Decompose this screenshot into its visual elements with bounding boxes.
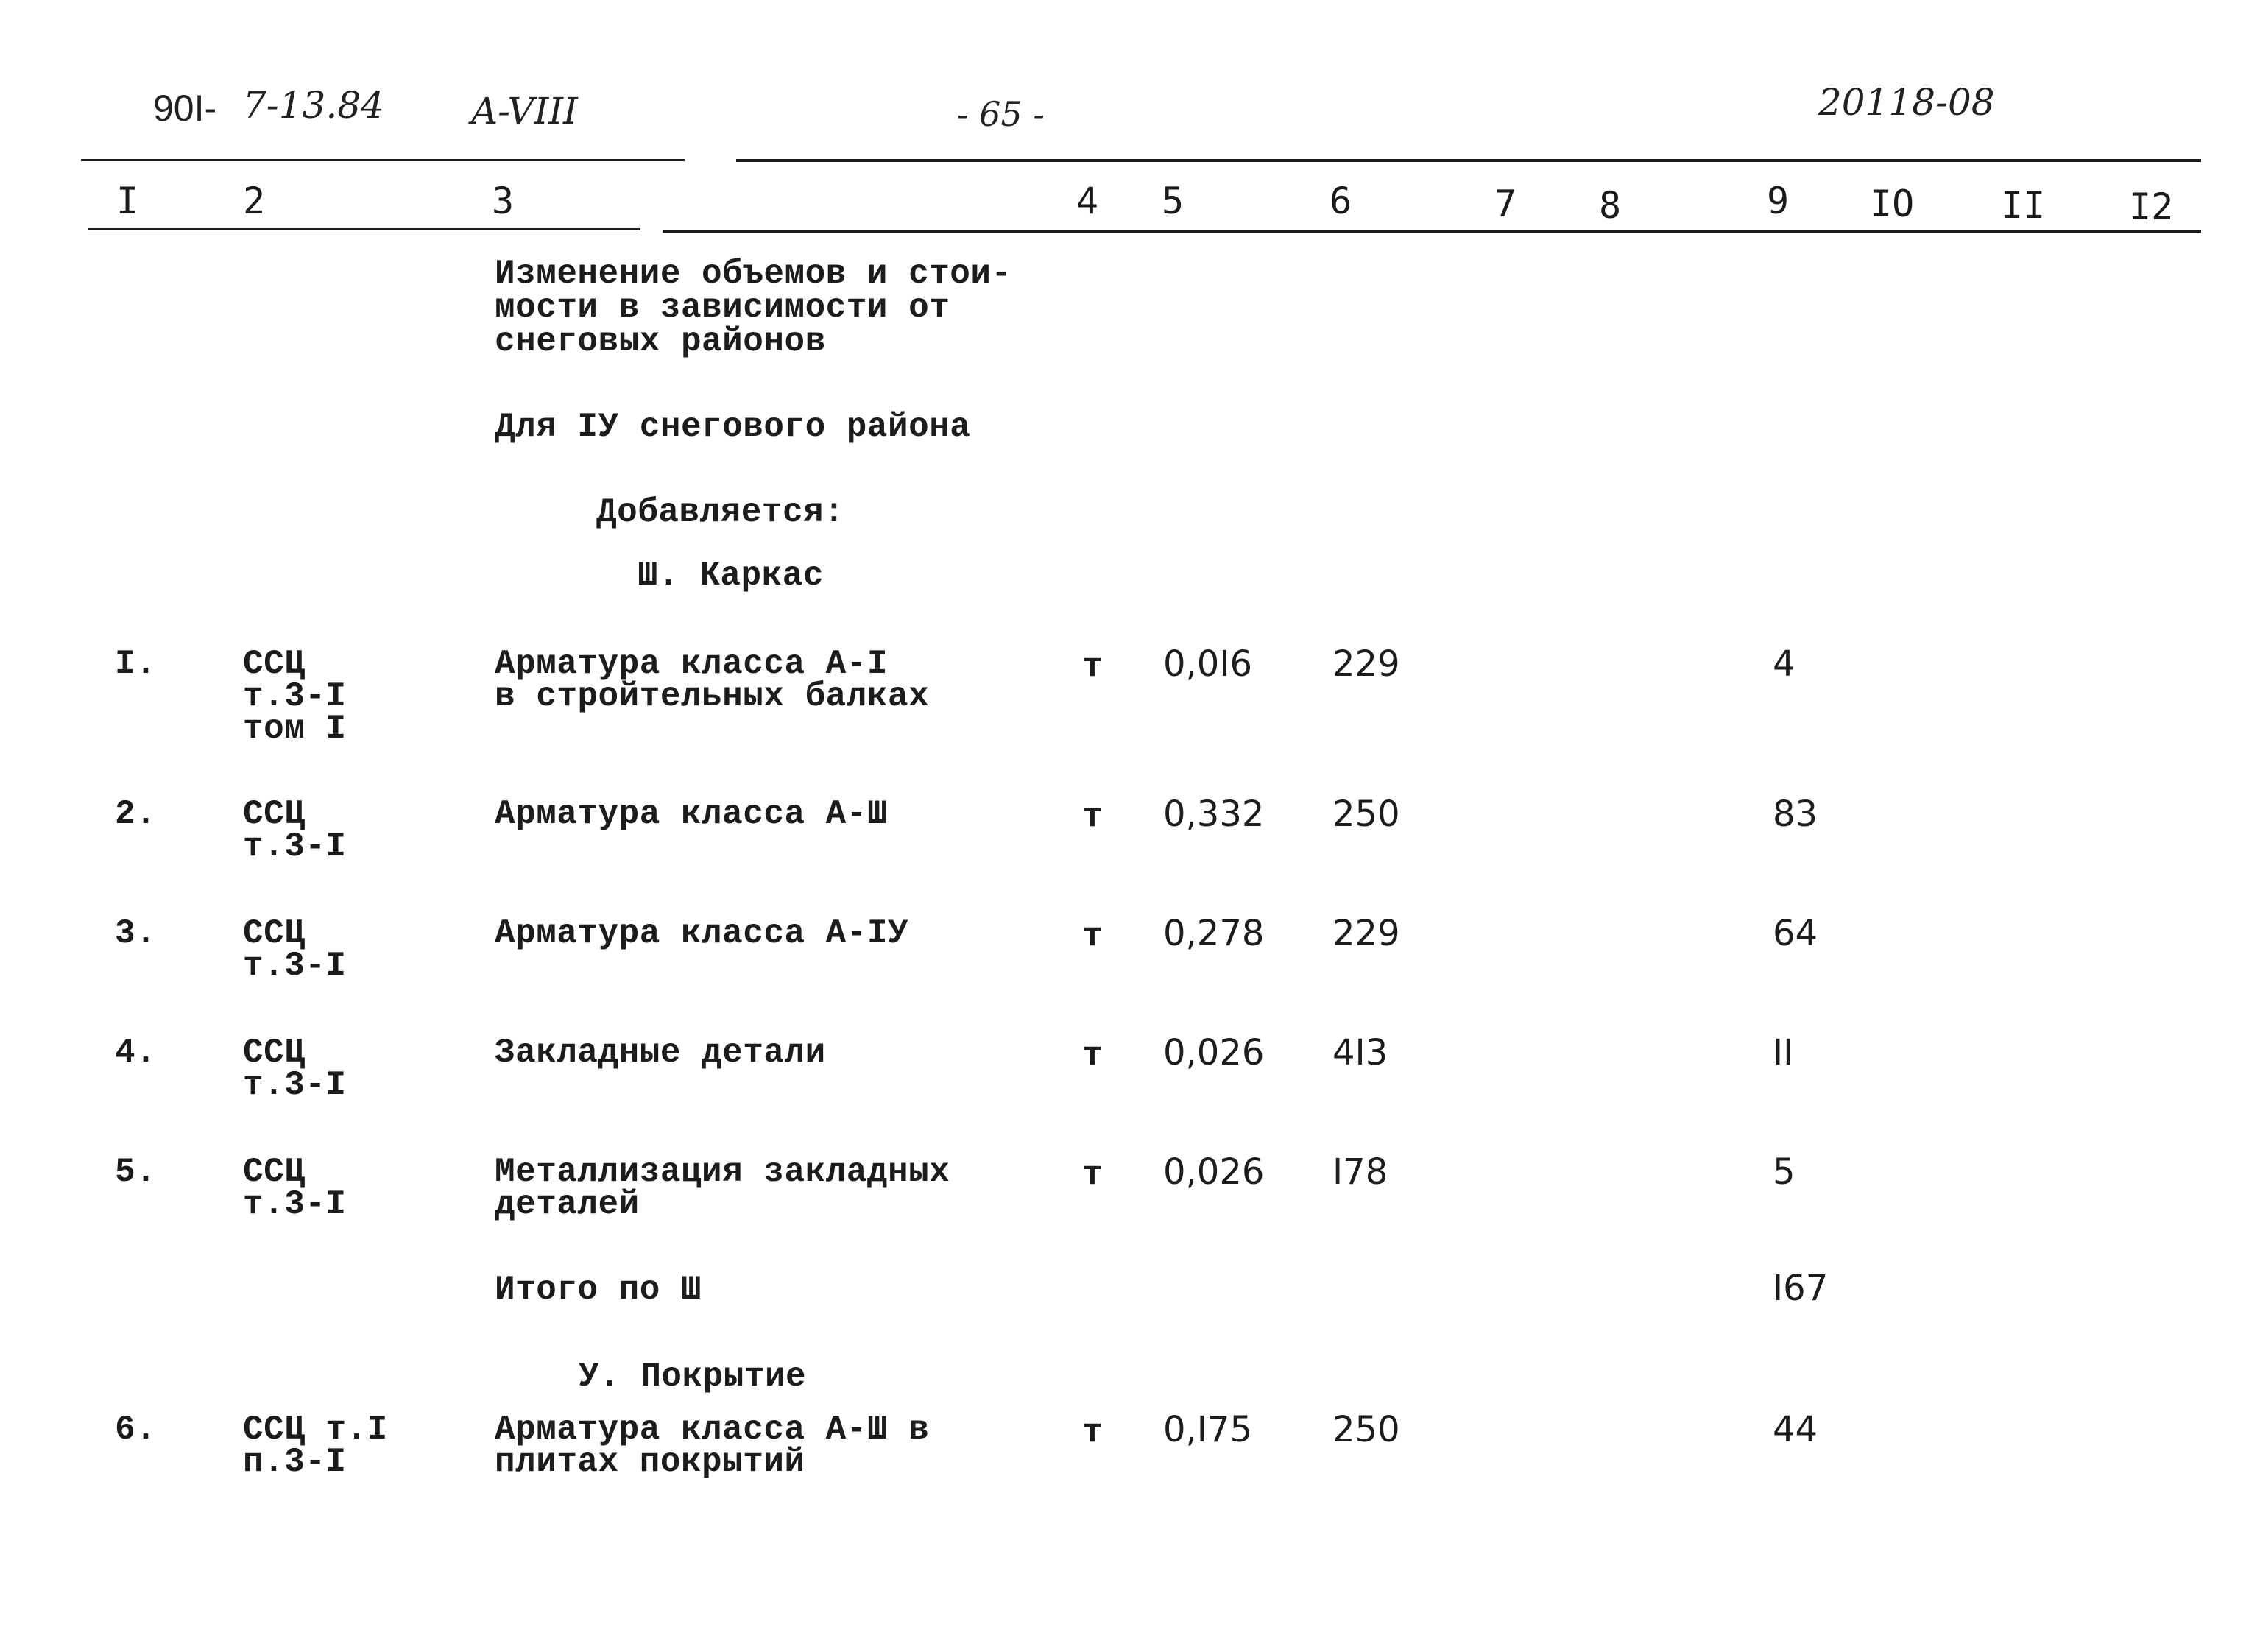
- col-header-7: 7: [1494, 183, 1517, 225]
- sheet-code-handwritten: 20118-08: [1818, 81, 1995, 124]
- row-ref-line3: том I: [243, 710, 347, 748]
- row-name-line1: Арматура класса А-I: [495, 645, 888, 683]
- row-ref-line2: т.3-I: [243, 677, 347, 716]
- album-code-handwritten: A-VIII: [471, 90, 578, 133]
- doc-code-print: 90I-: [153, 88, 217, 129]
- row-unit: т: [1082, 1413, 1103, 1452]
- added-label: Добавляется:: [596, 493, 845, 532]
- top-rule-right: [736, 159, 2201, 162]
- row-quantity: 0,I75: [1163, 1409, 1253, 1450]
- subtotal-value: I67: [1773, 1268, 1829, 1309]
- row-unit: т: [1082, 798, 1103, 836]
- row-number: 4.: [115, 1034, 157, 1072]
- col-header-4: 4: [1076, 180, 1099, 222]
- row-unit: т: [1082, 917, 1103, 956]
- page-number: - 65 -: [957, 94, 1045, 134]
- top-rule-left: [81, 159, 685, 161]
- col-header-2: 2: [243, 180, 266, 222]
- row-unit: т: [1082, 1156, 1103, 1194]
- row-quantity: 0,278: [1163, 913, 1265, 954]
- row-ref-line1: ССЦ: [243, 914, 306, 953]
- snow-region-subtitle: Для IУ снегового района: [495, 408, 971, 446]
- col-header-3: 3: [492, 180, 515, 222]
- col-header-9: 9: [1767, 180, 1790, 222]
- column-rule-right: [663, 230, 2201, 233]
- row-quantity: 0,332: [1163, 794, 1265, 835]
- row-number: 3.: [115, 914, 157, 953]
- row-unit-price: 229: [1332, 643, 1400, 685]
- row-total: 4: [1773, 643, 1795, 685]
- column-rule-left: [88, 228, 640, 230]
- row-total: II: [1773, 1032, 1794, 1073]
- row-number: I.: [115, 645, 157, 683]
- row-unit: т: [1082, 1037, 1103, 1075]
- col-header-10: IO: [1870, 183, 1915, 225]
- col-header-1: I: [116, 180, 139, 222]
- row-ref-line2: т.3-I: [243, 947, 347, 985]
- row-total: 83: [1773, 794, 1818, 835]
- row-total: 64: [1773, 913, 1818, 954]
- row-total: 5: [1773, 1151, 1795, 1193]
- row-unit-price: 250: [1332, 1409, 1400, 1450]
- row-unit-price: 250: [1332, 794, 1400, 835]
- doc-code-handwritten: 7-13.84: [243, 84, 384, 127]
- row-quantity: 0,0I6: [1163, 643, 1253, 685]
- subtotal-label: Итого по Ш: [495, 1271, 702, 1309]
- row-name-line1: Арматура класса А-IУ: [495, 914, 909, 953]
- row-ref-line1: ССЦ т.I: [243, 1411, 388, 1449]
- row-total: 44: [1773, 1409, 1818, 1450]
- row-unit-price: I78: [1332, 1151, 1388, 1193]
- col-header-11: II: [2001, 184, 2046, 227]
- section-title-line2: мости в зависимости от: [495, 289, 950, 327]
- row-ref-line2: т.3-I: [243, 1066, 347, 1104]
- row-quantity: 0,026: [1163, 1151, 1265, 1193]
- col-header-6: 6: [1329, 180, 1352, 222]
- row-ref-line1: ССЦ: [243, 795, 306, 833]
- row-name-line1: Металлизация закладных: [495, 1153, 950, 1191]
- col-header-5: 5: [1162, 180, 1184, 222]
- row-unit-price: 4I3: [1332, 1032, 1388, 1073]
- row-name-line2: деталей: [495, 1185, 640, 1224]
- row-number: 5.: [115, 1153, 157, 1191]
- row-name-line1: Арматура класса А-Ш в: [495, 1411, 930, 1449]
- row-unit-price: 229: [1332, 913, 1400, 954]
- row-ref-line1: ССЦ: [243, 1034, 306, 1072]
- row-name-line1: Арматура класса А-Ш: [495, 795, 888, 833]
- section-5-title: У. Покрытие: [579, 1358, 807, 1396]
- row-name-line1: Закладные детали: [495, 1034, 826, 1072]
- row-quantity: 0,026: [1163, 1032, 1265, 1073]
- section-title-line3: снеговых районов: [495, 322, 826, 361]
- row-name-line2: в стройтельных балках: [495, 677, 930, 716]
- row-ref-line2: т.3-I: [243, 1185, 347, 1224]
- row-unit: т: [1082, 648, 1103, 686]
- section-title-line1: Изменение объемов и стои-: [495, 255, 1012, 293]
- row-number: 2.: [115, 795, 157, 833]
- row-ref-line2: т.3-I: [243, 827, 347, 866]
- row-ref-line1: ССЦ: [243, 1153, 306, 1191]
- row-ref-line1: ССЦ: [243, 645, 306, 683]
- row-number: 6.: [115, 1411, 157, 1449]
- col-header-8: 8: [1599, 184, 1622, 227]
- section-3-title: Ш. Каркас: [638, 557, 824, 595]
- row-name-line2: плитах покрытий: [495, 1443, 805, 1481]
- row-ref-line2: п.3-I: [243, 1443, 347, 1481]
- col-header-12: I2: [2129, 186, 2174, 228]
